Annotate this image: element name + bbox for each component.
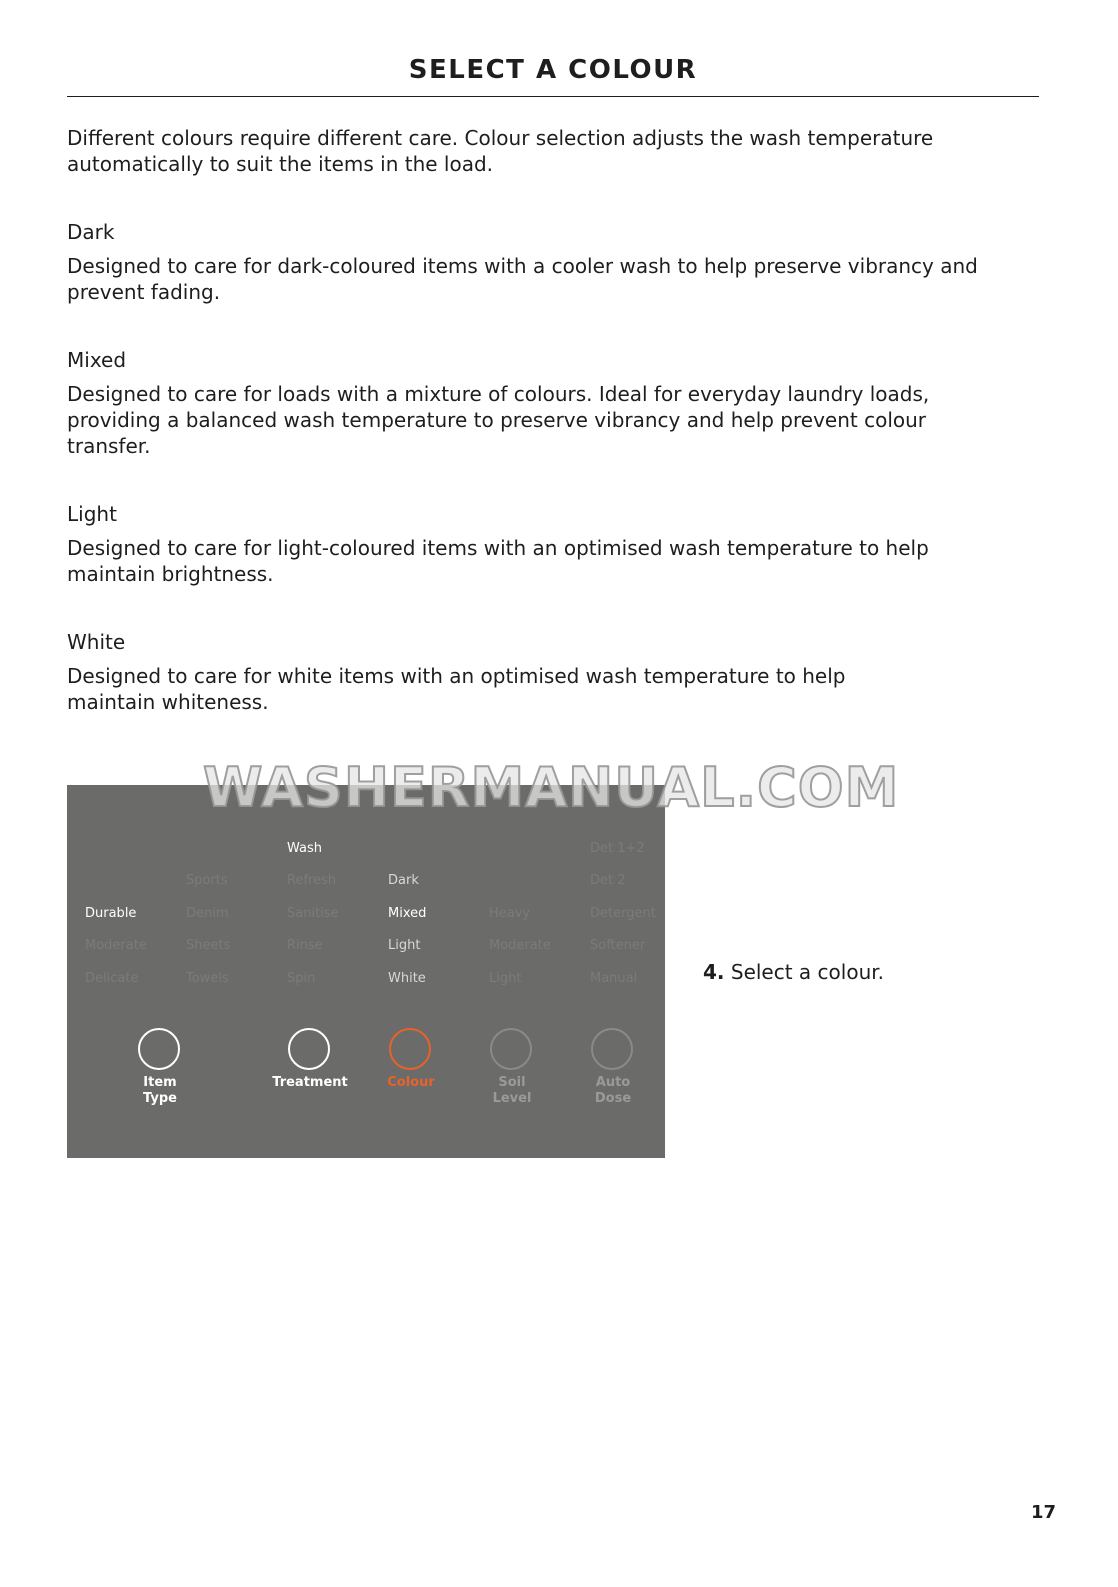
section-text-mixed: Designed to care for loads with a mixture of colours. Ideal for everyday laundry loads, providing a balanced wash temperature to preserve vibrancy and help prevent colour transfer.: [67, 382, 930, 458]
option-wash: Wash: [287, 841, 323, 856]
option-manual: Manual: [590, 971, 638, 986]
option-delicate: Delicate: [85, 971, 139, 986]
section-heading-light: Light: [67, 502, 117, 526]
auto-dose-dial-icon[interactable]: [591, 1028, 633, 1070]
option-durable: Durable: [85, 906, 137, 921]
option-white: White: [388, 971, 426, 986]
dial-label-soil-level: [457, 1075, 567, 1107]
watermark: WASHERMANUAL.COM: [203, 756, 900, 819]
option-detergent: Detergent: [590, 906, 656, 921]
dial-label-line: Level: [492, 1091, 532, 1106]
dial-label-line: Soil: [498, 1075, 526, 1090]
option-sheets: Sheets: [186, 938, 231, 953]
option-refresh: Refresh: [287, 873, 337, 888]
intro-paragraph: Different colours require different care. Colour selection adjusts the wash temperature automatically to suit the items in the load.: [67, 126, 934, 176]
dial-label-line: Item: [143, 1075, 177, 1090]
section-heading-white: White: [67, 630, 126, 654]
section-heading-mixed: Mixed: [67, 348, 127, 372]
step-number: 4.: [703, 960, 725, 984]
colour-dial-icon[interactable]: [389, 1028, 431, 1070]
option-spin: Spin: [287, 971, 316, 986]
page-number: 17: [1031, 1502, 1057, 1523]
option-sports: Sports: [186, 873, 228, 888]
option-mixed: Mixed: [388, 906, 427, 921]
dial-label-line: Treatment: [272, 1075, 348, 1090]
title-divider: [67, 96, 1039, 97]
treatment-dial-icon[interactable]: [288, 1028, 330, 1070]
step-text: Select a colour.: [730, 960, 884, 984]
dial-label-colour: [356, 1075, 466, 1091]
item-type-dial-icon[interactable]: [138, 1028, 180, 1070]
dial-label-treatment: [255, 1075, 365, 1091]
option-softener: Softener: [590, 938, 646, 953]
option-soil-light: Light: [489, 971, 522, 986]
option-light: Light: [388, 938, 421, 953]
page-title: SELECT A COLOUR: [408, 55, 698, 85]
option-sanitise: Sanitise: [287, 906, 339, 921]
section-text-white: Designed to care for white items with an optimised wash temperature to help maintain whiteness.: [67, 664, 846, 714]
dial-label-item-type: [105, 1075, 215, 1107]
dial-label-line: Colour: [387, 1075, 435, 1090]
option-dark: Dark: [388, 873, 419, 888]
option-det-1-2: Det 1+2: [590, 841, 645, 856]
dial-label-line: Auto: [595, 1075, 631, 1090]
option-moderate: Moderate: [85, 938, 147, 953]
control-panel-illustration: [67, 785, 665, 1158]
dial-label-line: Type: [143, 1091, 177, 1106]
option-denim: Denim: [186, 906, 229, 921]
option-heavy: Heavy: [489, 906, 531, 921]
dial-label-line: Dose: [594, 1091, 632, 1106]
soil-level-dial-icon[interactable]: [490, 1028, 532, 1070]
section-text-dark: Designed to care for dark-coloured items with a cooler wash to help preserve vibrancy and prevent fading.: [67, 254, 978, 304]
step-instruction: [703, 959, 884, 985]
section-text-light: Designed to care for light-coloured items with an optimised wash temperature to help maintain brightness.: [67, 536, 929, 586]
option-soil-moderate: Moderate: [489, 938, 551, 953]
dial-label-auto-dose: [558, 1075, 668, 1107]
option-det-2: Det 2: [590, 873, 626, 888]
option-rinse: Rinse: [287, 938, 323, 953]
option-towels: Towels: [186, 971, 229, 986]
section-heading-dark: Dark: [67, 220, 115, 244]
